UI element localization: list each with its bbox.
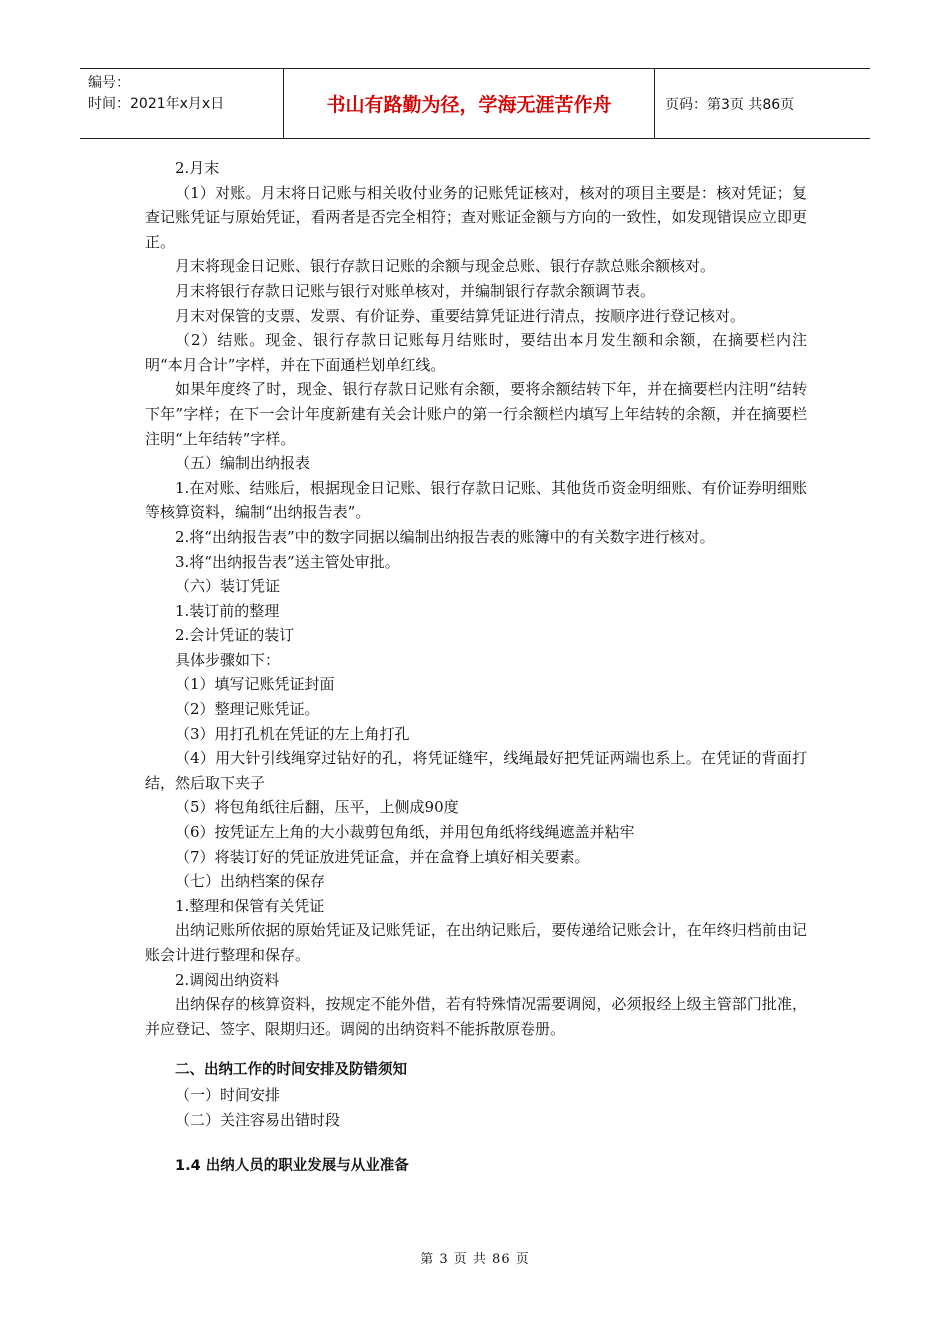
- subsection-title: （七）出纳档案的保存: [175, 872, 326, 891]
- header-number-label: 编号：: [88, 75, 130, 91]
- list-item: （3）用打孔机在凭证的左上角打孔: [175, 724, 410, 743]
- list-item: （4）用大针引线绳穿过钻好的孔，将凭证缝牢，线绳最好把凭证两端也系上。在凭证的背面打结，然后取下夹子: [145, 749, 807, 792]
- spacer: [145, 1132, 807, 1154]
- list-item: （2）整理记账凭证。: [175, 700, 320, 719]
- paragraph: 出纳记账所依据的原始凭证及记账凭证，在出纳记账后，要传递给记账会计，在年终归档前由记账会计进行整理和保存。: [145, 921, 807, 964]
- paragraph: 月末将现金日记账、银行存款日记账的余额与现金总账、银行存款总账余额核对。: [175, 257, 716, 276]
- page-footer: 第 3 页 共 86 页: [420, 1252, 530, 1267]
- paragraph: 月末对保管的支票、发票、有价证券、重要结算凭证进行清点，按顺序进行登记核对。: [175, 306, 746, 325]
- section-heading: 二、出纳工作的时间安排及防错须知: [175, 1062, 407, 1079]
- subsection-title: （一）时间安排: [175, 1085, 281, 1104]
- header-meta: [80, 69, 283, 138]
- paragraph: 2.将“出纳报告表”中的数字同据以编制出纳报告表的账簿中的有关数字进行核对。: [175, 527, 715, 546]
- document-header: [80, 68, 870, 139]
- paragraph: 具体步骤如下：: [175, 650, 281, 669]
- header-page-info: 页码：第3页 共86页: [665, 96, 795, 113]
- paragraph: 3.将“出纳报告表”送主管处审批。: [175, 552, 400, 571]
- list-item: （7）将装订好的凭证放进凭证盒，并在盒脊上填好相关要素。: [175, 847, 590, 866]
- list-item: （6）按凭证左上角的大小裁剪包角纸，并用包角纸将线绳遮盖并粘牢: [175, 823, 635, 842]
- paragraph: 2.会计凭证的装订: [175, 626, 295, 645]
- paragraph: （1）对账。月末将日记账与相关收付业务的记账凭证核对，核对的项目主要是：核对凭证；复查记账凭证与原始凭证，看两者是否完全相符；查对账证金额与方向的一致性，如发现错误应立即更正。: [145, 183, 807, 251]
- paragraph: 2.月末: [175, 159, 220, 177]
- header-motto: 书山有路勤为径，学海无涯苦作舟: [283, 69, 655, 138]
- spacer: [145, 1041, 807, 1058]
- list-item: （1）填写记账凭证封面: [175, 675, 335, 694]
- document-body: [145, 156, 807, 1179]
- paragraph: 月末将银行存款日记账与银行对账单核对，并编制银行存款余额调节表。: [175, 281, 656, 300]
- subsection-title: （二）关注容易出错时段: [175, 1110, 341, 1129]
- paragraph: 1.在对账、结账后，根据现金日记账、银行存款日记账、其他货币资金明细账、有价证券明细账等核算资料，编制“出纳报告表”。: [145, 478, 807, 522]
- chapter-heading: 1.4 出纳人员的职业发展与从业准备: [175, 1158, 409, 1175]
- subsection-title: （六）装订凭证: [175, 577, 281, 596]
- list-item: （5）将包角纸往后翻，压平，上侧成90度: [175, 798, 459, 817]
- paragraph: 出纳保存的核算资料，按规定不能外借，若有特殊情况需要调阅，必须报经上级主管部门批准，并应登记、签字、限期归还。调阅的出纳资料不能拆散原卷册。: [145, 995, 807, 1038]
- paragraph: 2.调阅出纳资料: [175, 970, 280, 989]
- paragraph: （2）结账。现金、银行存款日记账每月结账时，要结出本月发生额和余额，在摘要栏内注明“本月合计”字样，并在下面通栏划单红线。: [145, 331, 807, 374]
- subsection-title: （五）编制出纳报表: [175, 454, 311, 473]
- header-time-label: 时间：2021年x月x日: [88, 96, 225, 112]
- paragraph: 如果年度终了时，现金、银行存款日记账有余额，要将余额结转下年，并在摘要栏内注明“结转下年”字样；在下一会计年度新建有关会计账户的第一行余额栏内填写上年结转的余额，并在摘要栏注明“上年结转”字样。: [145, 380, 807, 448]
- paragraph: 1.整理和保管有关凭证: [175, 896, 325, 915]
- paragraph: 1.装订前的整理: [175, 601, 280, 620]
